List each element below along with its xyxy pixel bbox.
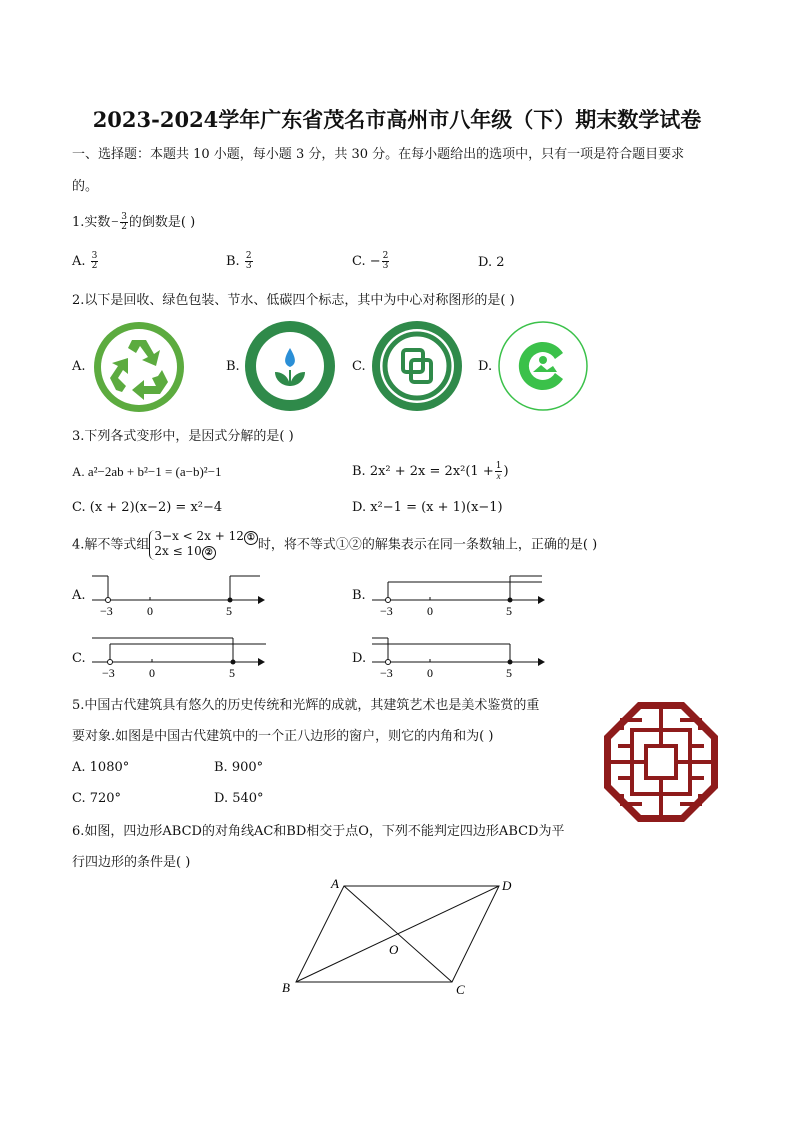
tick-minus3: −3 (100, 604, 113, 618)
q5-option-a[interactable]: A. 1080° (72, 760, 130, 775)
question-1: 1.实数− $\frac{3}{2}$ 的倒数是( ) (72, 212, 196, 232)
section-header-line2: 的。 (72, 179, 99, 194)
q5-option-d[interactable]: D. 540° (214, 791, 264, 806)
svg-text:5: 5 (229, 666, 235, 680)
inequality-system: 3−x < 2x + 12 ① 2x ≤ 10 ② (149, 530, 258, 560)
q1-stem-b: 的倒数是( ) (128, 215, 196, 230)
point-o-label: O (389, 942, 399, 957)
question-3: 3.下列各式变形中，是因式分解的是( ) (72, 429, 294, 444)
question-4: 4.解不等式组 3−x < 2x + 12 ① 2x ≤ 10 ② 时，将不等式①②的解集表示在同一条数轴上，正确的是( ) (72, 529, 598, 558)
water-saving-logo-icon[interactable] (371, 320, 463, 412)
svg-text:−3: −3 (380, 666, 393, 680)
question-6-line1: 6.如图，四边形ABCD的对角线AC和BD相交于点O，下列不能判定四边形ABCD为平 (72, 824, 565, 839)
svg-text:−3: −3 (380, 604, 393, 618)
svg-text:0: 0 (427, 666, 433, 680)
point-b-label: B (282, 980, 290, 995)
q2-label-d[interactable]: D. (478, 359, 493, 374)
q1-option-b[interactable]: B. $\frac{2}{3}$ (226, 251, 252, 271)
svg-text:5: 5 (506, 604, 512, 618)
q1-option-c[interactable]: C. − $\frac{2}{3}$ (352, 251, 389, 271)
recycle-logo-icon[interactable] (92, 320, 186, 414)
q1-option-a[interactable]: A. $\frac{3}{2}$ (72, 251, 98, 271)
q4-label-d[interactable]: D. (352, 651, 367, 666)
svg-text:0: 0 (427, 604, 433, 618)
question-6-line2: 行四边形的条件是( ) (72, 855, 191, 870)
q1-stem-a: 1.实数 (72, 215, 111, 230)
octagon-window-icon (602, 700, 720, 824)
q1-option-d[interactable]: D. 2 (478, 255, 505, 270)
point-a-label: A (331, 876, 339, 891)
q5-option-c[interactable]: C. 720° (72, 791, 122, 806)
question-2: 2.以下是回收、绿色包装、节水、低碳四个标志，其中为中心对称图形的是( ) (72, 293, 515, 308)
q4-number-line-d[interactable] (370, 632, 545, 682)
green-packaging-logo-icon[interactable] (244, 320, 336, 412)
q2-label-c[interactable]: C. (352, 359, 366, 374)
q4-label-a[interactable]: A. (72, 588, 86, 603)
q1-fraction: $\frac{3}{2}$ (121, 212, 127, 232)
q3-option-a[interactable]: A. a²−2ab + b²−1 = (a−b)²−1 (72, 464, 222, 479)
q3-option-c[interactable]: C. (x + 2)(x−2) = x²−4 (72, 500, 223, 515)
q4-number-line-a[interactable] (90, 570, 265, 620)
parallelogram-diagram (276, 872, 522, 1000)
point-c-label: C (456, 982, 465, 997)
q2-label-a[interactable]: A. (72, 359, 86, 374)
svg-text:5: 5 (506, 666, 512, 680)
q4-number-line-c[interactable] (90, 632, 268, 682)
svg-text:0: 0 (149, 666, 155, 680)
q4-number-line-b[interactable] (370, 570, 545, 620)
q2-label-b[interactable]: B. (226, 359, 240, 374)
tick-5: 5 (226, 604, 232, 618)
q4-label-c[interactable]: C. (72, 651, 86, 666)
question-5-line2: 要对象.如图是中国古代建筑中的一个正八边形的窗户，则它的内角和为( ) (72, 729, 494, 744)
section-header-line1: 一、选择题：本题共 10 小题，每小题 3 分，共 30 分。在每小题给出的选项中，只有一项是符合题目要求 (72, 147, 685, 162)
tick-0: 0 (147, 604, 153, 618)
point-d-label: D (502, 878, 512, 893)
page-title: 2023-2024学年广东省茂名市高州市八年级（下）期末数学试卷 (92, 107, 702, 132)
q4-label-b[interactable]: B. (352, 588, 366, 603)
q5-option-b[interactable]: B. 900° (214, 760, 264, 775)
q3-option-b[interactable]: B. 2x² + 2x = 2x²(1 + $\frac{1}{x}$ ) (352, 461, 509, 481)
q3-option-d[interactable]: D. x²−1 = (x + 1)(x−1) (352, 500, 503, 515)
low-carbon-logo-icon[interactable] (497, 320, 589, 412)
question-5-line1: 5.中国古代建筑具有悠久的历史传统和光辉的成就，其建筑艺术也是美术鉴赏的重 (72, 698, 540, 713)
svg-text:−3: −3 (102, 666, 115, 680)
